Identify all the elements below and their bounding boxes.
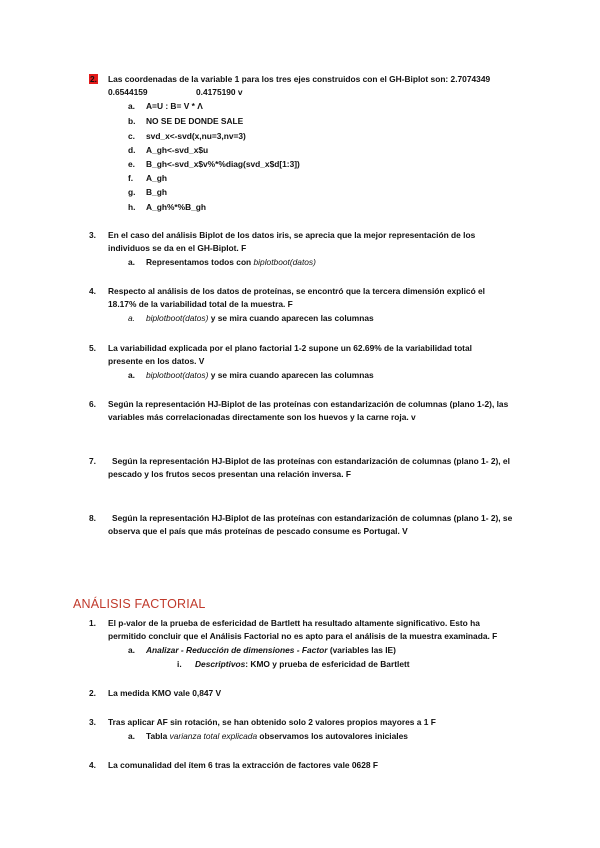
q2-sub-letter: e. [128,159,135,169]
f1-sub-letter: a. [128,645,135,655]
q3-number: 3. [89,230,96,240]
section-heading: ANÁLISIS FACTORIAL [73,597,206,611]
q8-line2: observa que el país que más proteínas de pescado consume es Portugal. V [108,526,408,536]
q8-number: 8. [89,513,96,523]
q5-number: 5. [89,343,96,353]
q2-sub-text: B_gh [146,187,167,197]
q6-line2: variables más correlacionadas directamente son los huevos y la carne roja. v [108,412,416,422]
f1-subsub: Descriptivos: KMO y prueba de esfericidad de Bartlett [195,659,410,669]
f2-number: 2. [89,688,96,698]
q2-line2a: 0.6544159 [108,87,148,97]
q5-line1: La variabilidad explicada por el plano factorial 1-2 supone un 62.69% de la variabilidad total [108,343,472,353]
q5-line2: presente en los datos. V [108,356,205,366]
q2-sub-letter: a. [128,101,135,111]
q7-line2: pescado y los frutos secos presentan una relación inversa. F [108,469,351,479]
q3-sub-letter: a. [128,257,135,267]
q8-line1: Según la representación HJ-Biplot de las proteínas con estandarización de columnas (plano 1- 2), se [112,513,513,523]
q2-line2b: 0.4175190 v [196,87,243,97]
q6-line1: Según la representación HJ-Biplot de las proteínas con estandarización de columnas (plano 1-2), las [108,399,509,409]
f3-sub: Tabla varianza total explicada observamos los autovalores iniciales [146,731,408,741]
q2-sub-letter: c. [128,131,135,141]
q2-number: 2. [90,74,97,84]
q2-sub-text: NO SE DE DONDE SALE [146,116,244,126]
f4-number: 4. [89,760,96,770]
q4-line2: 18.17% de la variabilidad total de la muestra. F [108,299,293,309]
f1-subsub-letter: i. [177,659,182,669]
q3-sub: Representamos todos con biplotboot(datos) [146,257,316,267]
f3-line1: Tras aplicar AF sin rotación, se han obtenido solo 2 valores propios mayores a 1 F [108,717,436,727]
q7-number: 7. [89,456,96,466]
q2-sub-letter: h. [128,202,136,212]
q2-sub-letter: f. [128,173,134,183]
q2-sub-text: A=U : B= V * Λ [146,101,203,111]
f3-number: 3. [89,717,96,727]
q5-sub-letter: a. [128,370,135,380]
q2-sub-text: A_gh%*%B_gh [146,202,207,212]
q2-line1: Las coordenadas de la variable 1 para los tres ejes construidos con el GH-Biplot son: 2.7074349 [108,74,491,84]
q2-sub-letter: b. [128,116,136,126]
f3-sub-letter: a. [128,731,135,741]
q3-line1: En el caso del análisis Biplot de los datos iris, se aprecia que la mejor representación de los [108,230,476,240]
q3-line2: individuos se da en el GH-Biplot. F [108,243,247,253]
f1-number: 1. [89,618,96,628]
q2-sub-text: svd_x<-svd(x,nu=3,nv=3) [146,131,246,141]
q2-sub-text: A_gh [146,173,167,183]
q7-line1: Según la representación HJ-Biplot de las proteínas con estandarización de columnas (plano 1- 2), el [112,456,510,466]
f2-line1: La medida KMO vale 0,847 V [108,688,222,698]
q2-sub-letter: d. [128,145,136,155]
q4-line1: Respecto al análisis de los datos de proteínas, se encontró que la tercera dimensión explicó el [108,286,485,296]
q6-number: 6. [89,399,96,409]
q5-sub: biplotboot(datos) y se mira cuando aparecen las columnas [146,370,374,380]
q4-sub: biplotboot(datos) y se mira cuando aparecen las columnas [146,313,374,323]
f1-line1: El p-valor de la prueba de esfericidad de Bartlett ha resultado altamente significativo. Esto ha [108,618,480,628]
f1-line2: permitido concluir que el Análisis Factorial no es apto para el análisis de la muestra examinada. F [108,631,498,641]
f1-sub: Analizar - Reducción de dimensiones - Factor (variables las IE) [146,645,396,655]
q4-sub-letter: a. [128,313,135,323]
q4-number: 4. [89,286,96,296]
q2-sub-text: B_gh<-svd_x$v%*%diag(svd_x$d[1:3]) [146,159,300,169]
q2-sub-text: A_gh<-svd_x$u [146,145,209,155]
q2-sub-letter: g. [128,187,136,197]
f4-line1: La comunalidad del ítem 6 tras la extracción de factores vale 0628 F [108,760,378,770]
